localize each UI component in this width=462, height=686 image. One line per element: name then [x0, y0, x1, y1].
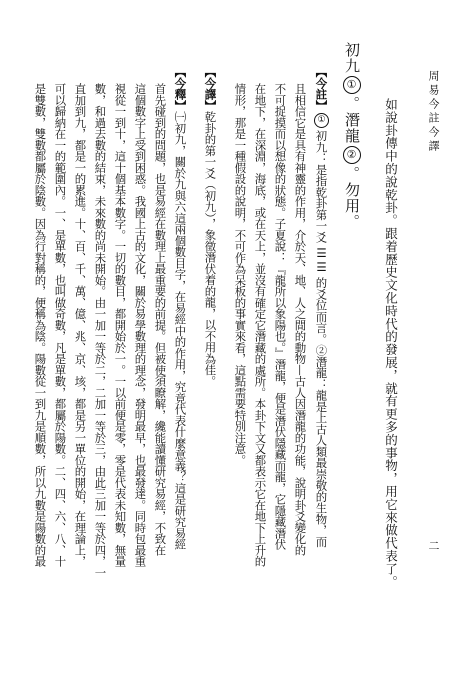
translation-column	[203, 66, 218, 387]
explanation-column: 這個數字上受到困惑。我國上古的文化，關於易學數理的理念，發明最早，也最發達。同時包最重	[133, 83, 148, 567]
annotation-marker-2: ②	[343, 146, 361, 164]
annotation-marker-1: ①	[343, 76, 361, 94]
explanation-column: 可以歸納在一的範圍內。一、是單數，也叫做奇數，凡是單數，都屬於陽數。二、四、六、八、十	[53, 83, 68, 567]
intro-paragraph-line: 如說卦傳中的說乾卦。跟着歷史文化時代的發展，就有更多的事物，用它來做代表了。	[383, 98, 399, 589]
explanation-column	[173, 66, 188, 550]
text-phrase-1: 。潛龍	[343, 96, 361, 144]
explanation-text: ㈠初九，關於九與六這兩個數目字，在易經中的作用，究竟代表什麼意義？這是研究易經	[173, 111, 188, 550]
explanation-column: 是雙數，雙數都屬於陰數。因為行對稱的，便稱為陰。陽數從一到九是順數，所以九數是陽數的最	[33, 83, 48, 567]
translation-text: 乾卦的第一爻（初九），象徵潛伏着的龍，以不用為佳。	[203, 111, 218, 387]
explanation-column: 視從一到十，這十個基本數字。一切的數目，都開始於一。一以前便是零，零是代表未知數，無量	[113, 83, 128, 567]
explanation-column: 數，和過去數的結束，未來數的尚未開始。由一加一等於二，二加一等於三，由此三加一等於四，一	[93, 83, 108, 578]
text-phrase-2: 。勿用。	[343, 166, 361, 230]
running-header-title: 周易今註今譯	[427, 70, 440, 154]
commentary-column	[314, 66, 329, 547]
commentary-column: 情形，那是一種假設的說明，不可作為呆板的事實來看，這點需要特別注意。	[233, 83, 248, 466]
section-label-jin-yi: 【今譯】	[203, 66, 218, 111]
section-label-jin-zhu: 【今註】	[314, 66, 329, 111]
line-label: 初九	[343, 42, 361, 74]
note-number-1: ①	[314, 113, 329, 128]
explanation-column: 直加到九，都是一的累進。十、百、千、萬、億、兆、京、垓，都是另一單位的開始，在理論上，	[73, 83, 88, 567]
commentary-column: 不可捉摸而以想像的狀態。子夏說：『龍所以象陽也。』潛龍，便是潛伏隱藏而龍，它隱藏潛伏	[273, 83, 288, 550]
page-number: 二	[427, 540, 440, 554]
explanation-column: 首先碰到的問題，也是易經在數理上最重要的前提。但被使須瞭解，纔能讀懂研究易經，不致在	[153, 83, 168, 556]
commentary-text: 初九：是指乾卦第一爻 ☰☰ 的爻位而言。②潛龍：龍是上古人類最崇敬的生物，而	[314, 130, 329, 548]
section-label-jin-shi: 【今釋】	[173, 66, 188, 111]
classic-text-line	[343, 42, 361, 230]
commentary-column: 且相信它是具有神靈的作用，介於天、地、人之間的動物—古人因潛龍的功能，說明卦爻變化的	[293, 83, 308, 556]
commentary-column: 在地下，在深淵，海底，或在天上，並沒有確定它潛藏的處所。本卦下文又都表示它在地下上升的	[253, 83, 268, 567]
